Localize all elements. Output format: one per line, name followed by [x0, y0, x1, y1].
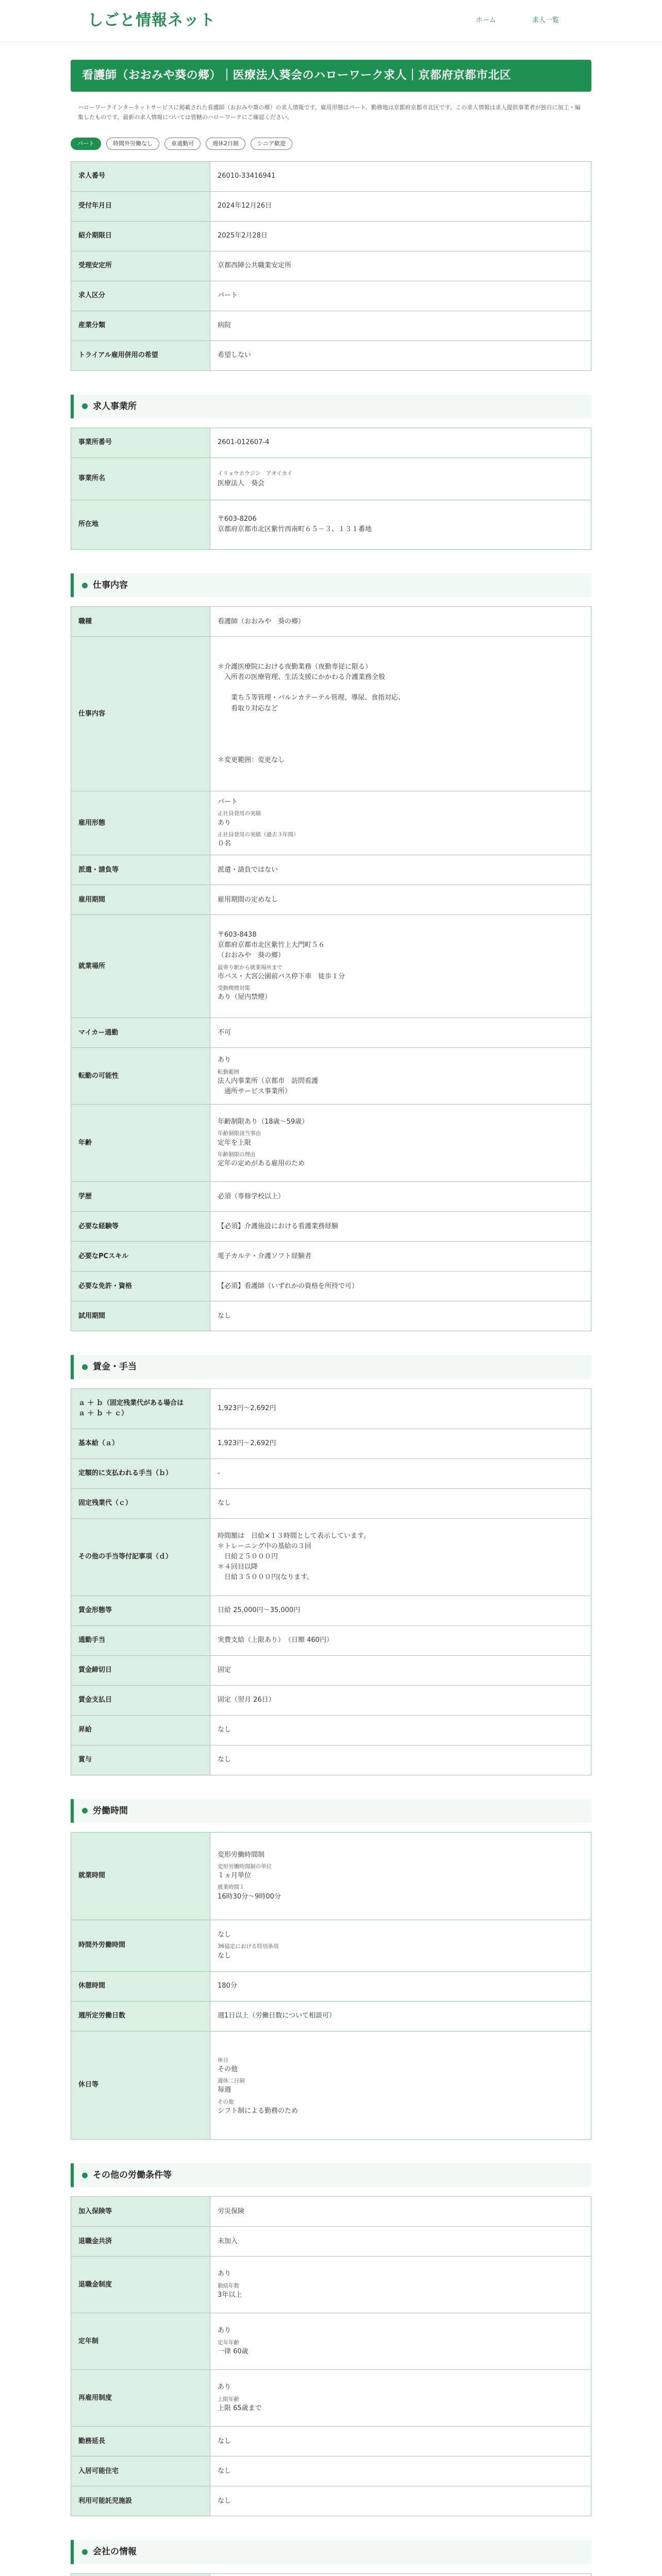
- row-label: 休憩時間: [71, 1971, 210, 2001]
- table-row: [71, 428, 591, 457]
- table-row: [71, 2257, 591, 2313]
- row-label: 試用期間: [71, 1301, 210, 1331]
- row-value: なし: [210, 1715, 591, 1745]
- row-label: 加入保険等: [71, 2197, 210, 2227]
- table-row: [71, 191, 591, 221]
- row-value: -: [210, 1459, 591, 1488]
- row-value: なし: [210, 1301, 591, 1331]
- table-row: [71, 915, 591, 1018]
- table-row: [71, 1048, 591, 1105]
- feature-tags: [71, 138, 591, 149]
- section-heading-other-conditions: その他の労働条件等: [71, 2163, 591, 2187]
- global-nav: [476, 15, 559, 26]
- row-label: 職種: [71, 607, 210, 637]
- row-value: あり 定年年齢 一律 60歳: [210, 2313, 591, 2370]
- row-value: 26010-33416941: [210, 161, 591, 191]
- section-heading-employer: 求人事業所: [71, 395, 591, 418]
- tag-senior-welcome: シニア歓迎: [251, 138, 292, 149]
- row-label: 派遣・請負等: [71, 855, 210, 885]
- row-label: 休日等: [71, 2031, 210, 2139]
- row-value: ＊介護医療院における夜勤業務（夜勤専従に限る） 入所者の医療管理、生活支援にかかわる介護業務全般 業ち５等管理・バルンカテーテル管理、導尿、食指対応、 看取り対応など ＊変更範囲：変更なし: [210, 637, 591, 791]
- row-label: 必要なPCスキル: [71, 1242, 210, 1272]
- table-row: [71, 221, 591, 251]
- row-value: 実費支給（上限あり） （日額 460円）: [210, 1625, 591, 1655]
- row-label: 紹介期限日: [71, 221, 210, 251]
- row-label: 必要な経験等: [71, 1212, 210, 1242]
- table-row: [71, 2197, 591, 2227]
- row-value: 変形労働時間制 変形労働時間制の単位 １ヵ月単位 就業時間１ 16時30分〜9時00分: [210, 1832, 591, 1920]
- row-value: 固定（翌月 26日）: [210, 1685, 591, 1715]
- table-row: [71, 885, 591, 915]
- table-row: [71, 1920, 591, 1971]
- table-row: [71, 1745, 591, 1775]
- table-row: [71, 2227, 591, 2257]
- row-value: 京都西陣公共職業安定所: [210, 251, 591, 281]
- row-value: なし: [210, 2486, 591, 2516]
- row-label: 賃金支払日: [71, 1685, 210, 1715]
- table-row: [71, 161, 591, 191]
- row-label: 必要な免許・資格: [71, 1272, 210, 1301]
- table-row: [71, 251, 591, 281]
- row-label: マイカー通勤: [71, 1018, 210, 1048]
- row-value: あり 上限年齢 上限 65歳まで: [210, 2370, 591, 2427]
- table-row: [71, 855, 591, 885]
- table-row: [71, 341, 591, 370]
- basic-info-table: [71, 161, 591, 371]
- bullet-icon: [82, 2549, 88, 2555]
- row-value: 180分: [210, 1971, 591, 2001]
- section-heading-hours: 労働時間: [71, 1799, 591, 1823]
- row-label: その他の手当等付記事項（ｄ）: [71, 1518, 210, 1596]
- row-value: 週1日以上（労働日数について相談可）: [210, 2001, 591, 2031]
- table-row: [71, 1242, 591, 1272]
- table-row: [71, 1832, 591, 1920]
- row-label: 勤務延長: [71, 2427, 210, 2456]
- row-label: 求人区分: [71, 281, 210, 311]
- row-label: 退職金制度: [71, 2257, 210, 2313]
- row-label: トライアル雇用併用の希望: [71, 341, 210, 370]
- row-label: ａ ＋ ｂ（固定残業代がある場合は ａ ＋ ｂ ＋ ｃ）: [71, 1388, 210, 1429]
- row-label: 就業場所: [71, 915, 210, 1018]
- row-value: 【必須】看護師（いずれかの資格を所持で可）: [210, 1272, 591, 1301]
- row-value: 〒603-8206 京都府京都市北区紫竹西南町６５－３、１３１番地: [210, 500, 591, 549]
- table-row: [71, 1459, 591, 1488]
- bullet-icon: [82, 1808, 88, 1814]
- row-label: 固定残業代（ｃ）: [71, 1488, 210, 1518]
- section-heading-wage: 賃金・手当: [71, 1355, 591, 1379]
- row-label: 受付年月日: [71, 191, 210, 221]
- table-row: [71, 1715, 591, 1745]
- row-value: 雇用期間の定めなし: [210, 885, 591, 915]
- table-row: [71, 1596, 591, 1625]
- row-label: 時間外労働時間: [71, 1920, 210, 1971]
- row-value: 〒603-8438 京都府京都市北区紫竹上大門町５６ （おおみや 葵の郷） 最寄り駅から就業場所まで 市バス・大宮公園前バス停下車 徒歩１分 受動喫煙対策 あり（屋内禁煙）: [210, 915, 591, 1018]
- row-value: パート 正社員登用の実績 あり 正社員登用の実績（過去３年間） ０名: [210, 791, 591, 855]
- row-value: 労災保険: [210, 2197, 591, 2227]
- table-row: [71, 1388, 591, 1429]
- row-value: あり 転勤範囲 法人内事業所（京都市 訪問看護 通所サービス事業所）: [210, 1048, 591, 1105]
- row-label: 昇給: [71, 1715, 210, 1745]
- main-content: [71, 42, 591, 2576]
- table-row: [71, 457, 591, 500]
- row-value: 必須（専修学校以上）: [210, 1182, 591, 1212]
- company-table: [71, 2573, 591, 2576]
- row-label: 賃金形態等: [71, 1596, 210, 1625]
- row-value: 【必須】介護施設における看護業務経験: [210, 1212, 591, 1242]
- row-label: 受理安定所: [71, 251, 210, 281]
- row-value: 年齢制限あり（18歳～59歳） 年齢制限該当事由 定年を上限 年齢制限の理由 定年の定めがある雇用のため: [210, 1105, 591, 1182]
- table-row: [71, 1625, 591, 1655]
- row-value: なし: [210, 2456, 591, 2486]
- section-heading-job: 仕事内容: [71, 573, 591, 597]
- table-row: [71, 1655, 591, 1685]
- row-value: 2601-012607-4: [210, 428, 591, 457]
- table-row: [71, 1018, 591, 1048]
- row-value: 固定: [210, 1655, 591, 1685]
- table-row: [71, 2456, 591, 2486]
- row-value: 1,923円〜2,692円: [210, 1429, 591, 1459]
- row-value: 未加入: [210, 2227, 591, 2257]
- row-value: パート: [210, 281, 591, 311]
- table-row: [71, 1105, 591, 1182]
- table-row: [71, 791, 591, 855]
- row-label: 週所定労働日数: [71, 2001, 210, 2031]
- row-value: なし: [210, 1745, 591, 1775]
- bullet-icon: [82, 2173, 88, 2178]
- row-label: 求人番号: [71, 161, 210, 191]
- row-value: なし: [210, 2427, 591, 2456]
- row-label: 再雇用制度: [71, 2370, 210, 2427]
- row-label: 基本給（ａ）: [71, 1429, 210, 1459]
- nav-home-link[interactable]: ホーム: [475, 16, 496, 25]
- table-row: [71, 2313, 591, 2370]
- site-logo[interactable]: しごと情報ネット: [88, 11, 216, 30]
- other-conditions-table: [71, 2196, 591, 2516]
- row-value: 時間額は 日給×１３時間として表示しています。 ＊トレーニング中の基給の３回 日給２５０００円 ＊４回目以降 日給３５０００円(なります。: [210, 1518, 591, 1596]
- row-label: 事業所名: [71, 457, 210, 500]
- table-row: [71, 1971, 591, 2001]
- row-value: 看護師（おおみや 葵の郷）: [210, 607, 591, 637]
- row-label: 年齢: [71, 1105, 210, 1182]
- bullet-icon: [82, 583, 88, 588]
- table-row: [71, 2031, 591, 2139]
- section-heading-company: 会社の情報: [71, 2540, 591, 2564]
- row-value: なし: [210, 1488, 591, 1518]
- bullet-icon: [82, 403, 88, 409]
- row-value: 派遣・請負ではない: [210, 855, 591, 885]
- row-value: 日給 25,000円〜35,000円: [210, 1596, 591, 1625]
- tag-no-overtime: 時間外労働なし: [106, 138, 159, 149]
- row-label: 転勤の可能性: [71, 1048, 210, 1105]
- row-label: [71, 2573, 210, 2576]
- row-label: 賞与: [71, 1745, 210, 1775]
- table-row: [71, 637, 591, 791]
- row-value: 1,923円〜2,692円: [210, 1388, 591, 1429]
- row-value: あり 勤続年数 3年以上: [210, 2257, 591, 2313]
- table-row: [71, 1518, 591, 1596]
- row-label: 産業分類: [71, 311, 210, 341]
- row-label: 所在地: [71, 500, 210, 549]
- row-label: 学歴: [71, 1182, 210, 1212]
- row-label: 定年制: [71, 2313, 210, 2370]
- table-row: [71, 311, 591, 341]
- row-label: 賃金締切日: [71, 1655, 210, 1685]
- row-value: 不可: [210, 1018, 591, 1048]
- row-label: 雇用期間: [71, 885, 210, 915]
- site-header: [0, 0, 662, 42]
- row-value: 2025年2月28日: [210, 221, 591, 251]
- table-row: [71, 1429, 591, 1459]
- row-label: 定額的に支払われる手当（ｂ）: [71, 1459, 210, 1488]
- row-value: 2024年12月26日: [210, 191, 591, 221]
- job-table: [71, 606, 591, 1331]
- row-value: 病院: [210, 311, 591, 341]
- table-row: [71, 2370, 591, 2427]
- table-row: [71, 1301, 591, 1331]
- employer-name: 医療法人 葵会: [218, 480, 265, 488]
- table-row: [71, 2573, 591, 2576]
- table-row: [71, 1685, 591, 1715]
- row-value: 電子カルテ・介護ソフト経験者: [210, 1242, 591, 1272]
- row-label: 雇用形態: [71, 791, 210, 855]
- row-value: [210, 457, 591, 500]
- employer-table: [71, 428, 591, 550]
- table-row: [71, 2486, 591, 2516]
- table-row: [71, 1182, 591, 1212]
- tag-car-commute: 車通勤可: [164, 138, 201, 149]
- table-row: [71, 500, 591, 549]
- tag-two-day-weekend: 週休2日制: [206, 138, 245, 149]
- table-row: [71, 607, 591, 637]
- employer-name-kana: イリョウホウジン アオイカイ: [218, 470, 293, 477]
- table-row: [71, 281, 591, 311]
- bullet-icon: [82, 1364, 88, 1370]
- row-value: [210, 2573, 591, 2576]
- page-title: 看護師（おおみや葵の郷）｜医療法人葵会のハローワーク求人｜京都府京都市北区: [71, 60, 591, 92]
- row-label: 通勤手当: [71, 1625, 210, 1655]
- table-row: [71, 1272, 591, 1301]
- hours-table: [71, 1832, 591, 2140]
- row-label: 入居可能住宅: [71, 2456, 210, 2486]
- row-value: 希望しない: [210, 341, 591, 370]
- table-row: [71, 2427, 591, 2456]
- nav-job-list-link[interactable]: 求人一覧: [532, 16, 559, 25]
- lead-text: ハローワークインターネットサービスに掲載された看護師（おおみや葵の郷）の求人情報です。雇用形態はパート、勤務地は京都府京都市北区です。この求人情報は求人提供事業者が独自に加工・編集したものです。最新の求人情報については管轄のハローワークにご確認ください。: [78, 104, 581, 121]
- wage-table: [71, 1388, 591, 1775]
- tag-part-time: パート: [71, 138, 101, 149]
- row-label: 退職金共済: [71, 2227, 210, 2257]
- row-label: 仕事内容: [71, 637, 210, 791]
- row-label: 利用可能託児施設: [71, 2486, 210, 2516]
- row-value: なし 36協定における特別条項 なし: [210, 1920, 591, 1971]
- row-value: 休日 その他 週休二日制 毎週 その他 シフト制による勤務のため: [210, 2031, 591, 2139]
- table-row: [71, 2001, 591, 2031]
- table-row: [71, 1212, 591, 1242]
- row-label: 就業時間: [71, 1832, 210, 1920]
- table-row: [71, 1488, 591, 1518]
- row-label: 事業所番号: [71, 428, 210, 457]
